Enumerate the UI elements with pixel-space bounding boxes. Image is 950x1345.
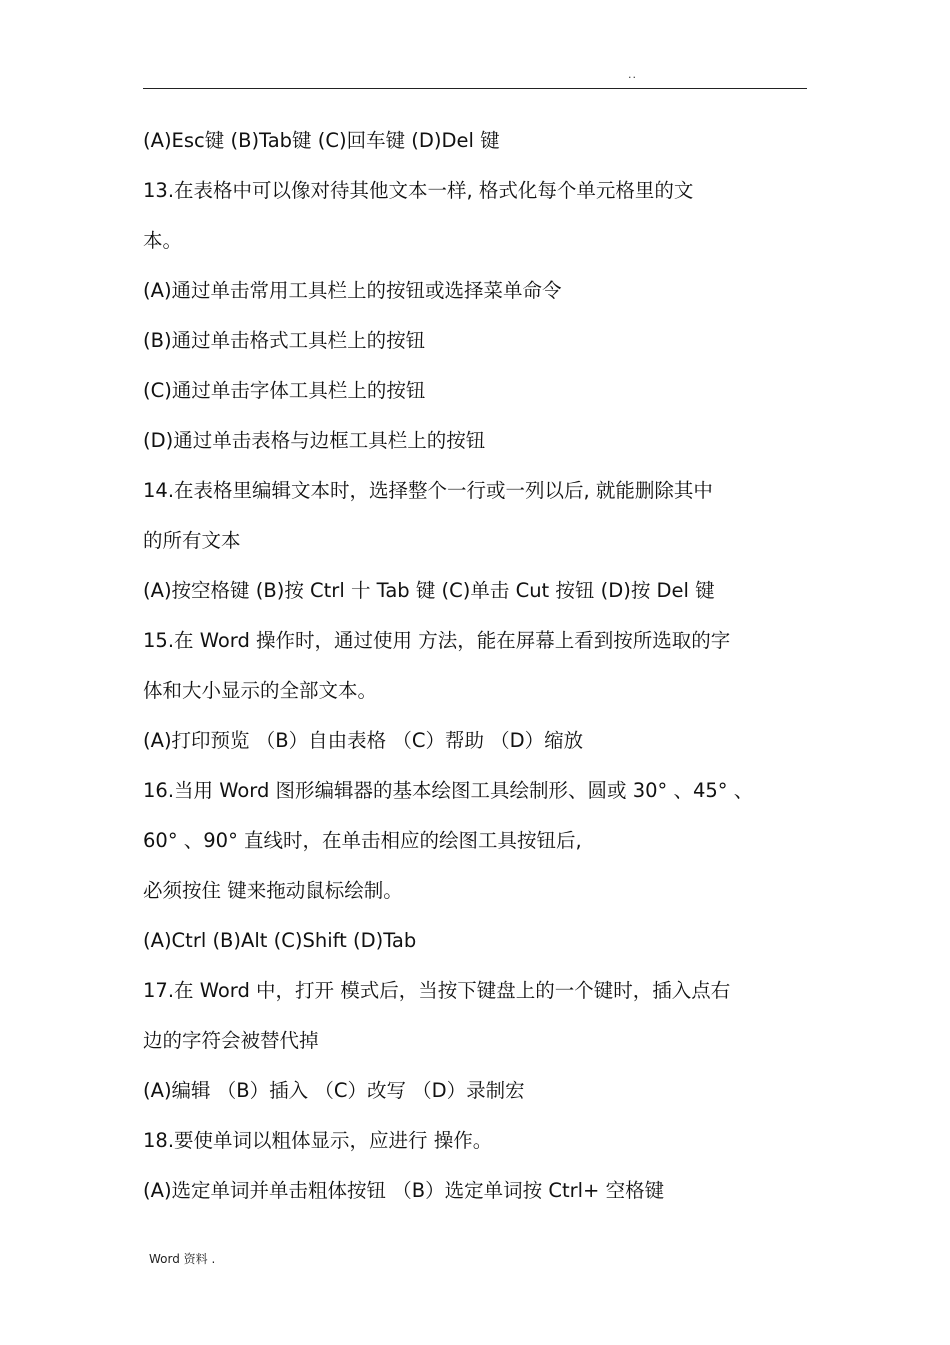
text-line: (A)通过单击常用工具栏上的按钮或选择菜单命令 [143, 279, 562, 302]
text-line: (A)Ctrl (B)Alt (C)Shift (D)Tab [143, 929, 417, 952]
text-line: (C)通过单击字体工具栏上的按钮 [143, 379, 426, 402]
header-mark: .. [628, 68, 637, 81]
text-line: 17.在 Word 中，打开 模式后，当按下键盘上的一个键时，插入点右 [143, 979, 731, 1002]
text-line: (A)编辑 （B）插入 （C）改写 （D）录制宏 [143, 1079, 525, 1102]
document-body [143, 122, 811, 1222]
text-line: 60° 、90° 直线时，在单击相应的绘图工具按钮后, [143, 829, 582, 852]
text-line: (A)打印预览 （B）自由表格 （C）帮助 （D）缩放 [143, 729, 584, 752]
header-rule [143, 88, 807, 89]
text-line: 15.在 Word 操作时，通过使用 方法，能在屏幕上看到按所选取的字 [143, 629, 731, 652]
text-line: (A)按空格键 (B)按 Ctrl 十 Tab 键 (C)单击 Cut 按钮 (D)按 Del 键 [143, 579, 715, 602]
text-line: 本。 [143, 229, 183, 252]
text-line: 的所有文本 [143, 529, 241, 552]
text-line: (A)Esc键 (B)Tab键 (C)回车键 (D)Del 键 [143, 129, 500, 152]
text-line: (A)选定单词并单击粗体按钮 （B）选定单词按 Ctrl+ 空格键 [143, 1179, 665, 1202]
text-line: 边的字符会被替代掉 [143, 1029, 319, 1052]
text-line: 18.要使单词以粗体显示，应进行 操作。 [143, 1129, 493, 1152]
text-line: (D)通过单击表格与边框工具栏上的按钮 [143, 429, 486, 452]
footer-note: Word 资料 . [149, 1252, 216, 1266]
text-line: (B)通过单击格式工具栏上的按钮 [143, 329, 426, 352]
text-line: 体和大小显示的全部文本。 [143, 679, 378, 702]
text-line: 必须按住 键来拖动鼠标绘制。 [143, 879, 403, 902]
text-line: 13.在表格中可以像对待其他文本一样, 格式化每个单元格里的文 [143, 179, 694, 202]
text-line: 14.在表格里编辑文本时，选择整个一行或一列以后, 就能删除其中 [143, 479, 713, 502]
text-line: 16.当用 Word 图形编辑器的基本绘图工具绘制形、圆或 30° 、45° 、 [143, 779, 754, 802]
